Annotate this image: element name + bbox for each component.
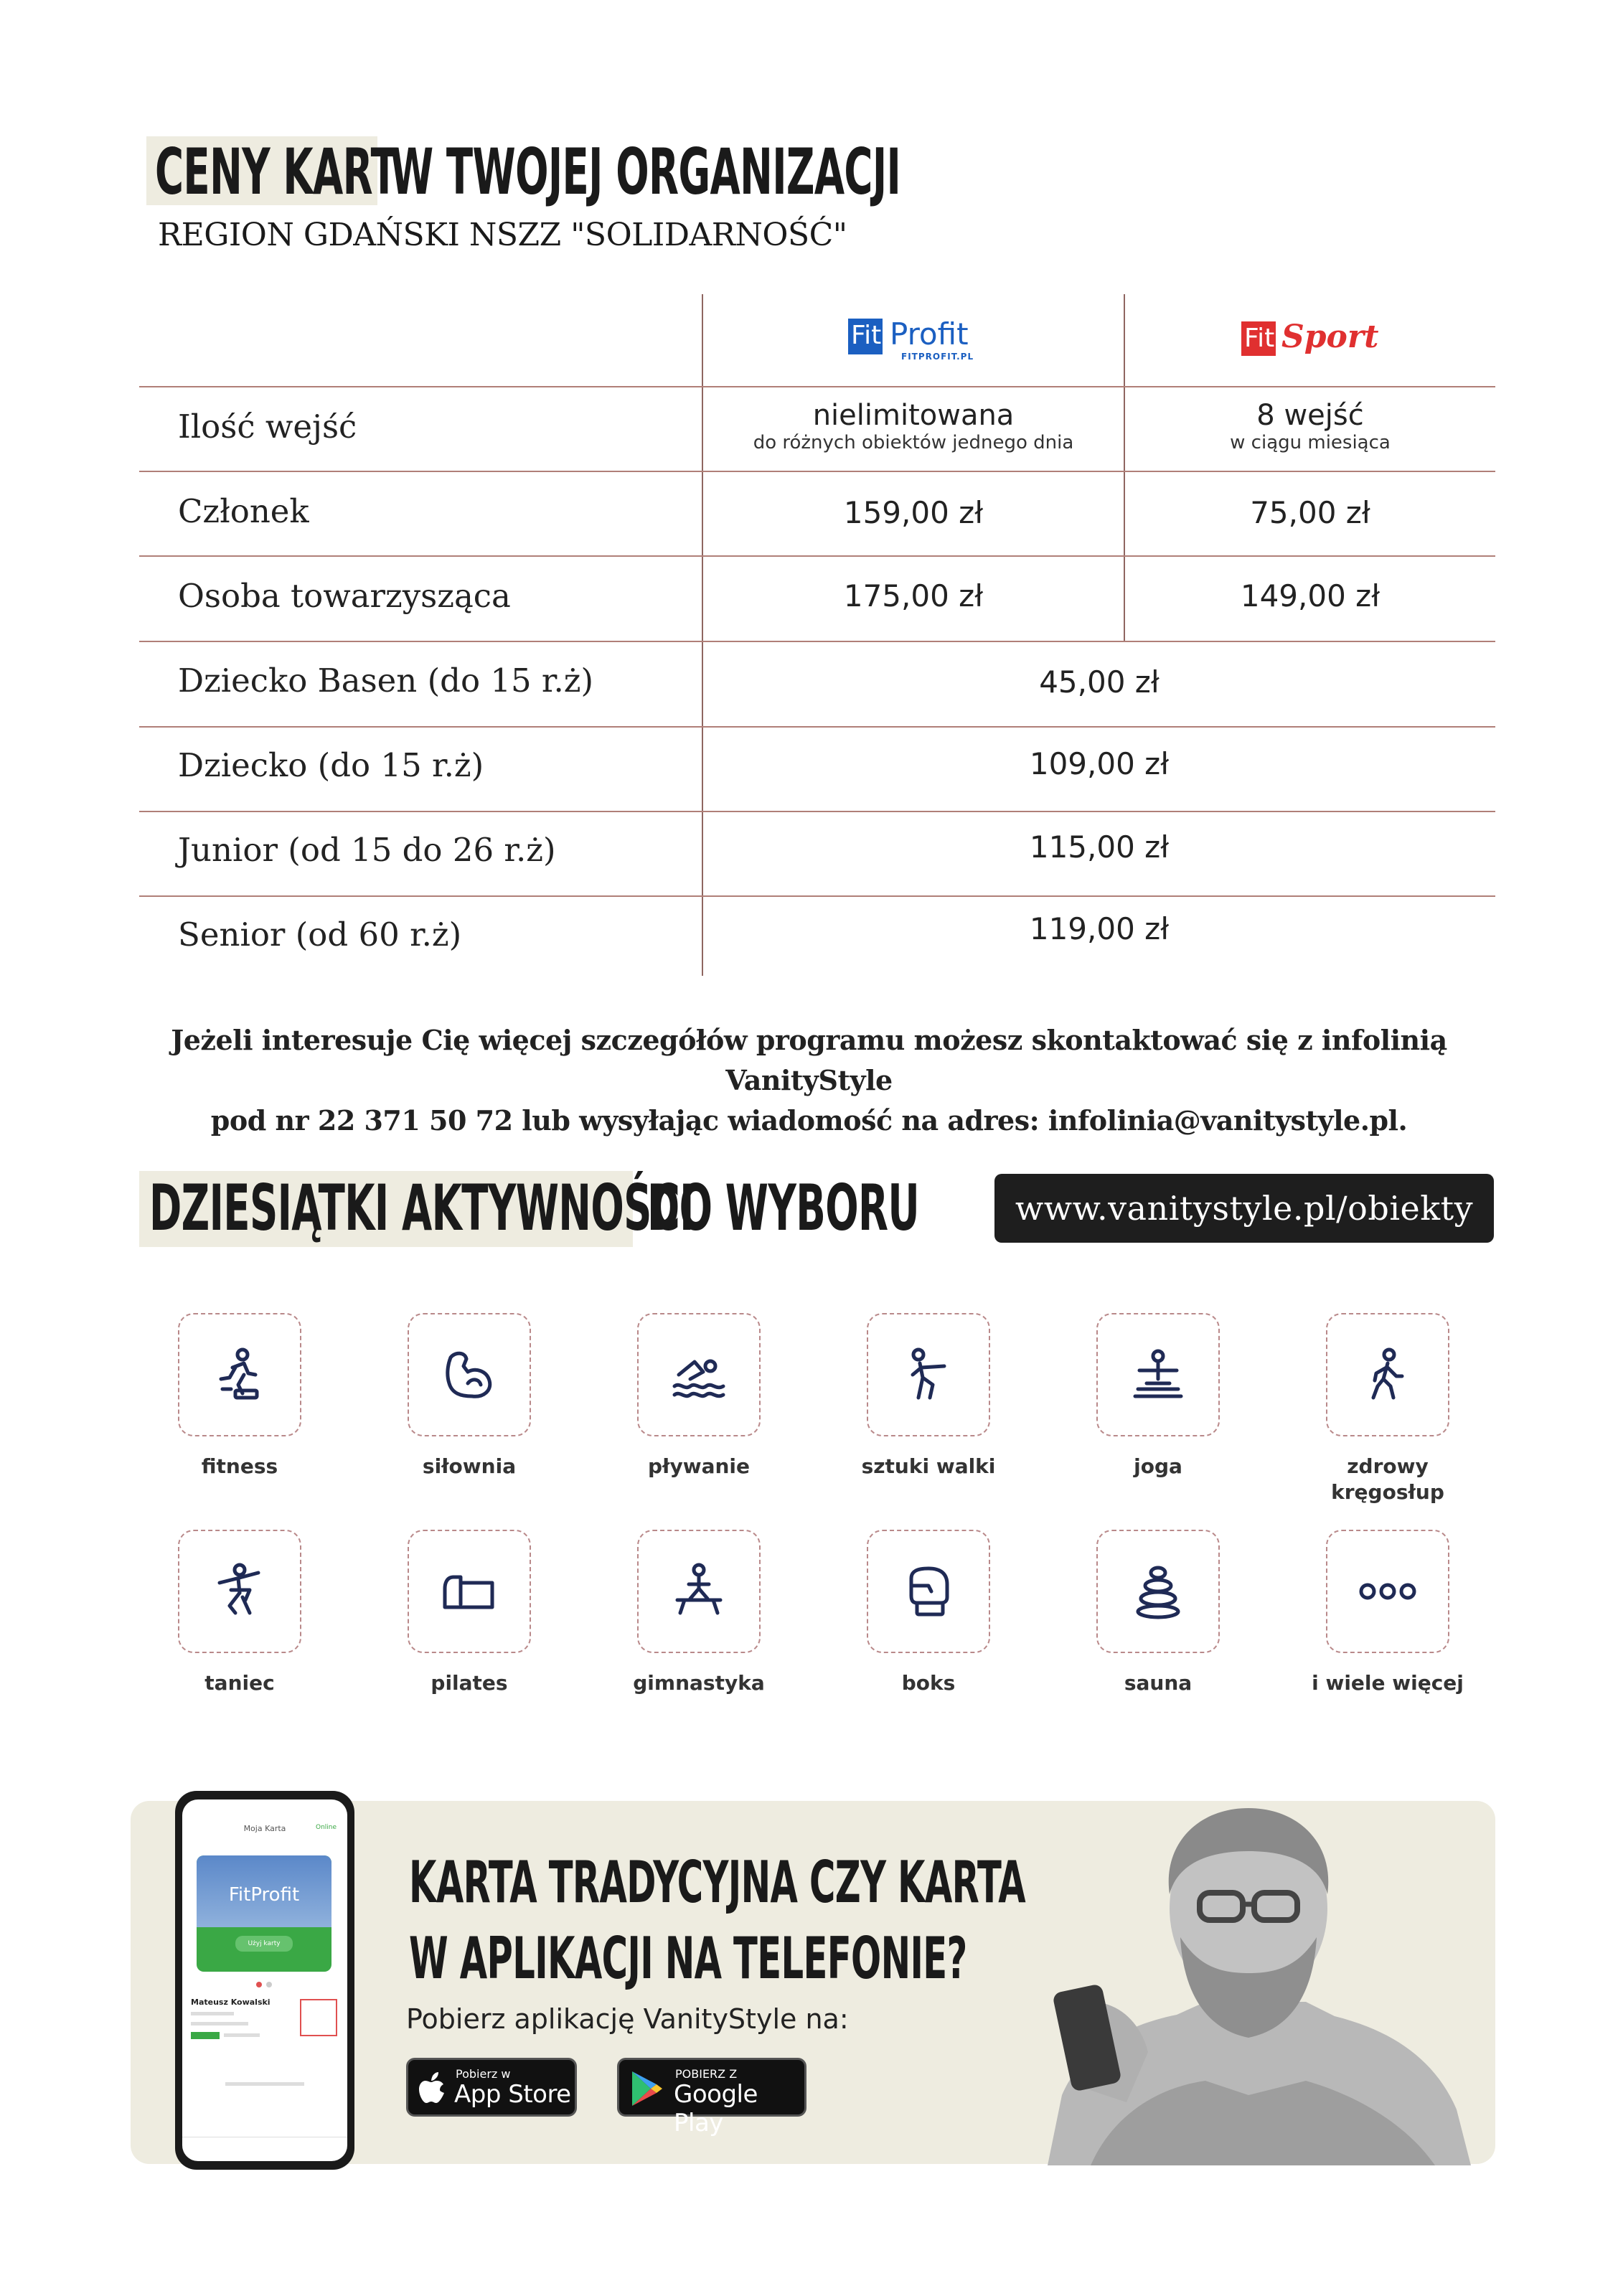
activity-pilates [408, 1530, 531, 1653]
walking-icon [1359, 1346, 1416, 1403]
price-companion-fitprofit: 175,00 zł [843, 578, 984, 613]
fitsport-logo: Fit Sport [1241, 319, 1378, 362]
app-title-line2: W APLIKACJI NA TELEFONIE? [409, 1925, 967, 1992]
qr-icon [300, 1999, 337, 2036]
activity-swimming [637, 1313, 761, 1436]
row-label-member: Członek [178, 492, 309, 530]
activity-fitness [178, 1313, 301, 1436]
row-label-child: Dziecko (do 15 r.ż) [178, 746, 484, 784]
activity-sauna [1096, 1530, 1220, 1653]
entries-fitsport: 8 wejść w ciągu miesiąca [1230, 399, 1391, 453]
price-child: 109,00 zł [1029, 746, 1170, 781]
activity-label: boks [901, 1671, 956, 1695]
price-senior: 119,00 zł [1029, 911, 1170, 946]
row-label-junior: Junior (od 15 do 26 r.ż) [178, 831, 556, 869]
fitness-icon [211, 1346, 268, 1403]
stones-icon [1129, 1563, 1187, 1620]
price-child-pool: 45,00 zł [1039, 664, 1160, 700]
fitprofit-logo: Fit Profit FITPROFIT.PL [848, 316, 977, 366]
activity-dance [178, 1530, 301, 1653]
activity-gym [408, 1313, 531, 1436]
activity-label: sztuki walki [861, 1454, 996, 1478]
activity-label: joga [1134, 1454, 1182, 1478]
row-label-senior: Senior (od 60 r.ż) [178, 916, 462, 954]
price-member-fitsport: 75,00 zł [1250, 495, 1370, 530]
dance-icon [211, 1563, 268, 1620]
activity-label: pilates [431, 1671, 508, 1695]
phone-mockup [175, 1791, 354, 2170]
page-subtitle: REGION GDAŃSKI NSZZ "SOLIDARNOŚĆ" [158, 217, 847, 253]
boxing-glove-icon [900, 1563, 957, 1620]
activities-title-highlight: DZIESIĄTKI AKTYWNOŚCI [149, 1171, 694, 1245]
martial-arts-icon [900, 1346, 957, 1403]
phone-card [197, 1855, 331, 1972]
row-label-companion: Osoba towarzysząca [178, 577, 511, 615]
swimmer-icon [669, 1346, 729, 1403]
activities-title-rest: DO WYBORU [647, 1171, 920, 1245]
objects-link[interactable]: www.vanitystyle.pl/obiekty [994, 1174, 1494, 1243]
activity-label: taniec [204, 1671, 275, 1695]
activity-yoga [1096, 1313, 1220, 1436]
activity-label: fitness [201, 1454, 278, 1478]
activity-label: gimnastyka [633, 1671, 765, 1695]
row-label-entries: Ilość wejść [178, 408, 357, 446]
page-title-rest: W TWOJEJ ORGANIZACJI [390, 135, 901, 209]
price-companion-fitsport: 149,00 zł [1240, 578, 1381, 613]
price-member-fitprofit: 159,00 zł [843, 495, 984, 530]
download-text: Pobierz aplikację VanityStyle na: [406, 2003, 849, 2035]
phone-card-button: Użyj karty [235, 1936, 293, 1952]
google-play-icon [629, 2070, 664, 2107]
price-junior: 115,00 zł [1029, 829, 1170, 865]
info-text: Jeżeli interesuje Cię więcej szczegółów programu możesz skontaktować się z infolinią VanityStyle pod nr 22 371 50 72 lub wysyłając wiadomość na adres: infolinia@vanitystyle.pl. [171, 1024, 1447, 1137]
activity-label: sauna [1124, 1671, 1193, 1695]
activity-label: pływanie [648, 1454, 750, 1478]
activity-healthy-spine [1326, 1313, 1449, 1436]
page-title-highlight: CENY KART [155, 135, 398, 209]
app-store-button[interactable]: Pobierz w App Store [406, 2058, 577, 2117]
activity-label: i wiele więcej [1312, 1671, 1464, 1695]
gymnastics-icon [670, 1563, 728, 1620]
activity-label: siłownia [422, 1454, 517, 1478]
phone-card-brand: FitProfit [228, 1884, 300, 1906]
entries-fitprofit: nielimitowana do różnych obiektów jednego dnia [753, 399, 1074, 453]
activity-more [1326, 1530, 1449, 1653]
activity-gymnastics [637, 1530, 761, 1653]
phone-user-name: Mateusz Kowalski [191, 1998, 271, 2007]
google-play-button[interactable]: POBIERZ Z Google Play [617, 2058, 806, 2117]
statue-illustration [1033, 1787, 1478, 2165]
yoga-icon [1128, 1346, 1188, 1403]
apple-icon [418, 2071, 447, 2106]
activity-label: zdrowy kręgosłup [1331, 1454, 1444, 1504]
mat-icon [439, 1563, 499, 1620]
activity-boxing [867, 1530, 990, 1653]
activity-martial-arts [867, 1313, 990, 1436]
phone-header: Moja Karta [243, 1824, 286, 1833]
app-title-line1: KARTA TRADYCYJNA CZY KARTA [409, 1849, 1026, 1916]
phone-status: Online [316, 1824, 337, 1831]
more-icon [1358, 1577, 1418, 1606]
biceps-icon [441, 1346, 498, 1403]
row-label-child-pool: Dziecko Basen (do 15 r.ż) [178, 662, 594, 700]
